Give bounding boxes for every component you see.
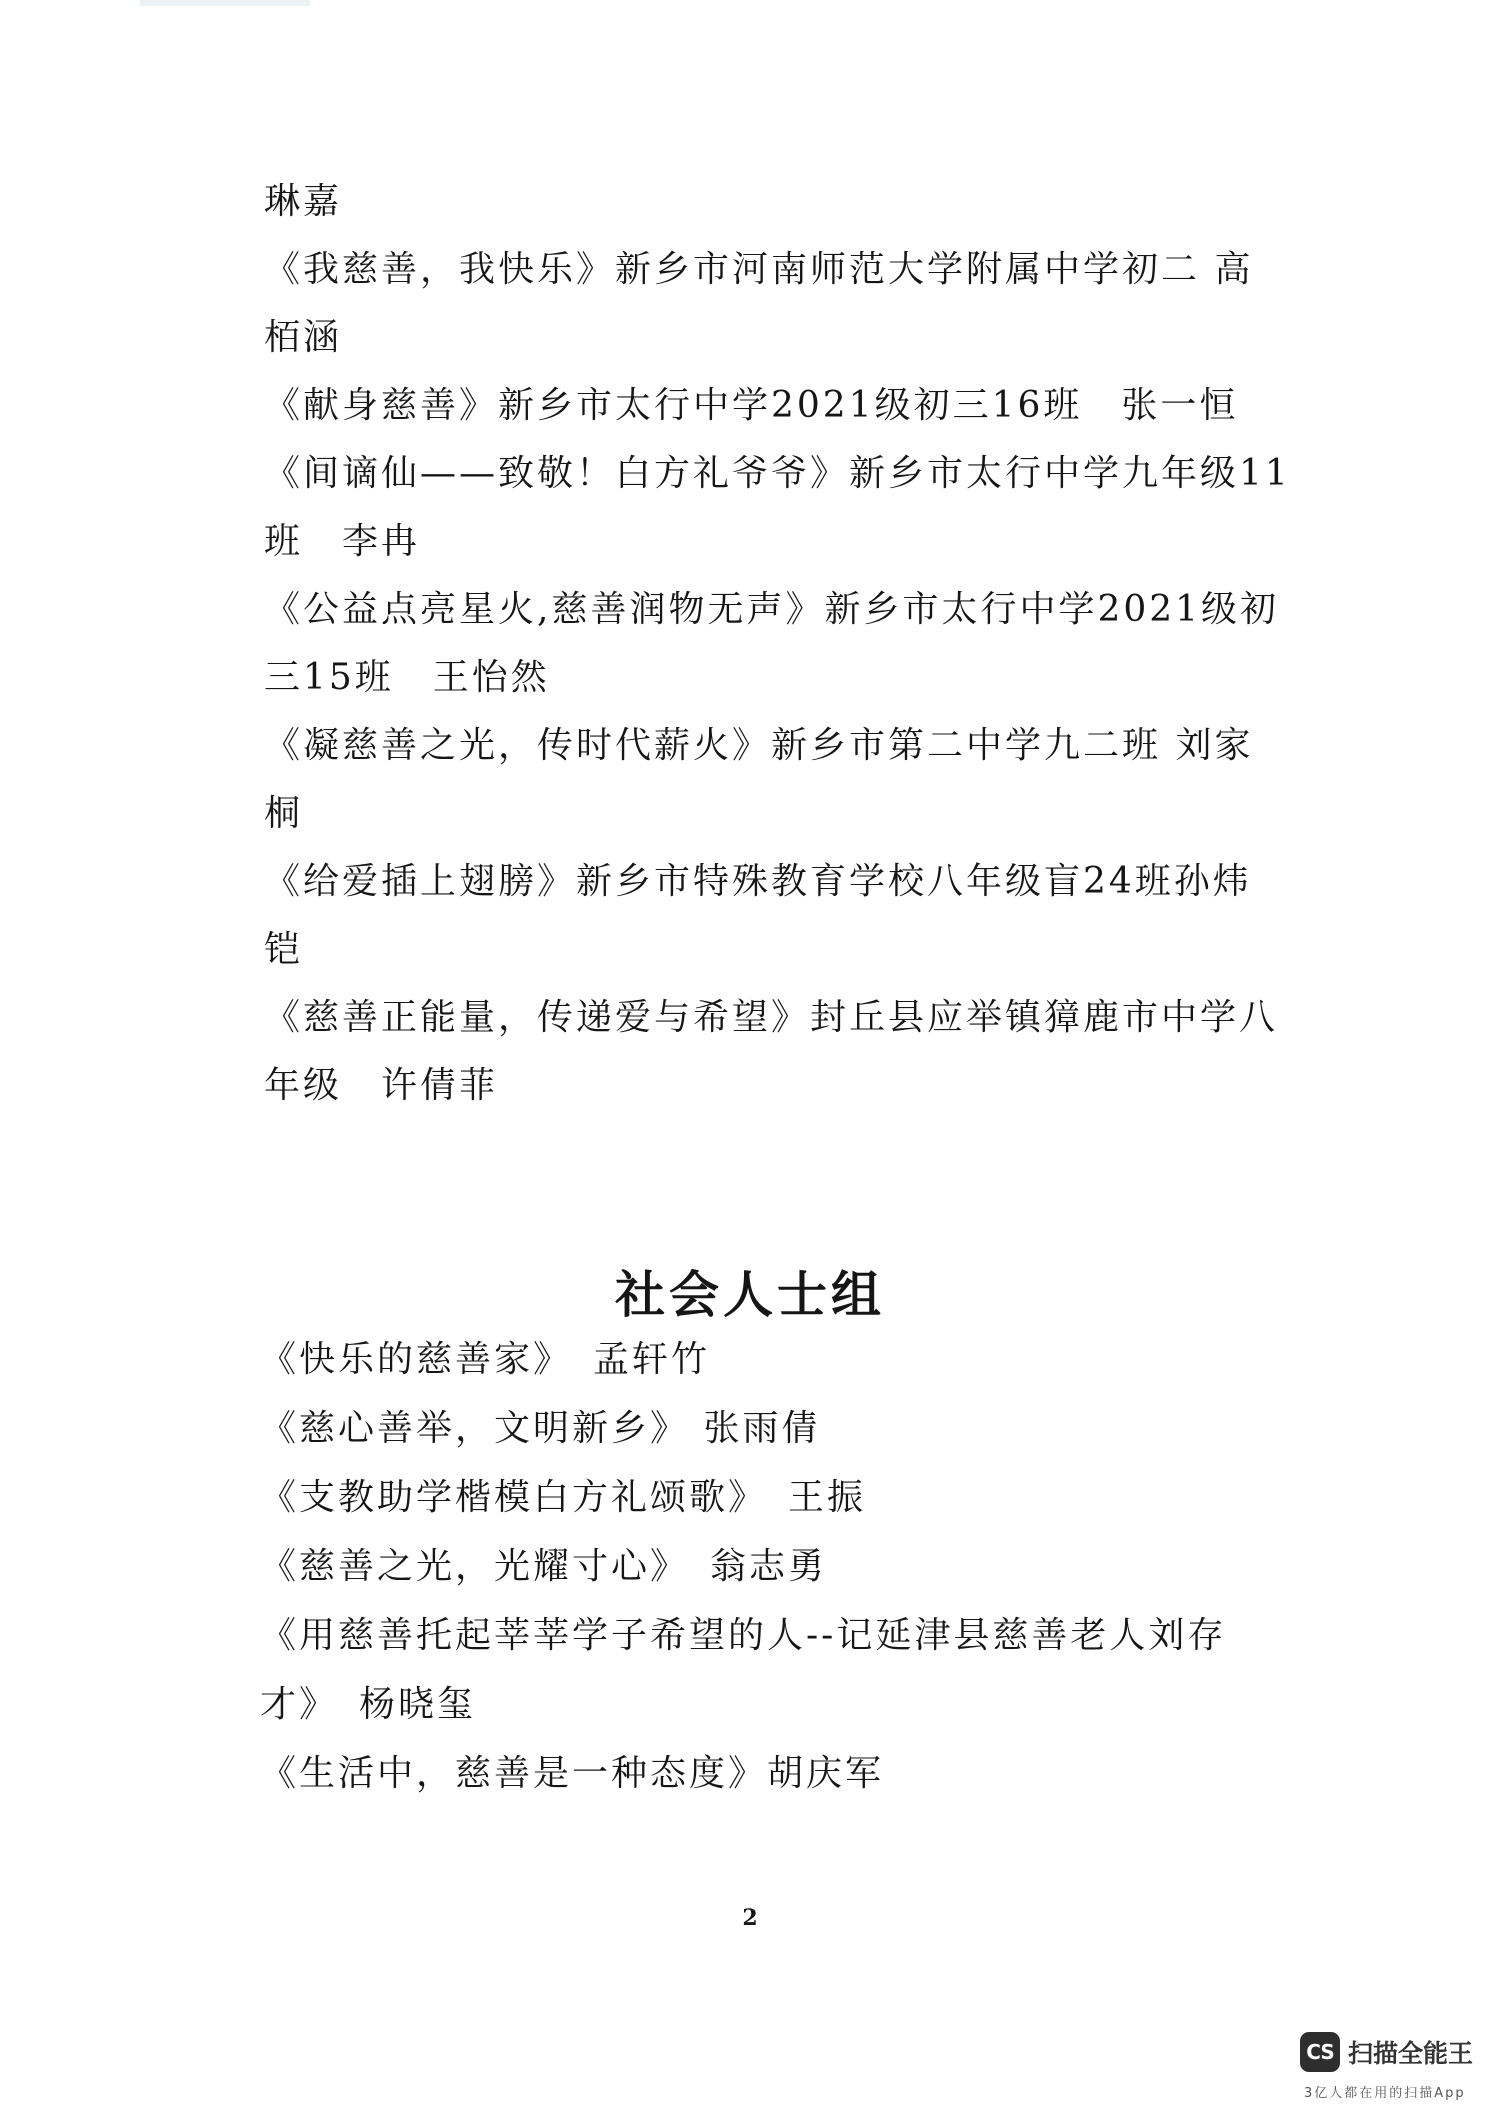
watermark-app-name: 扫描全能王 <box>1348 2039 1474 2068</box>
entry-line: 才》 杨晓玺 <box>260 1684 477 1725</box>
entry-line: 铠 <box>264 929 304 970</box>
entry-line: 《我慈善，我快乐》新乡市河南师范大学附属中学初二 高 <box>264 249 1254 290</box>
entry-line: 三15班 王怡然 <box>264 657 550 698</box>
entry-line: 《献身慈善》新乡市太行中学2021级初三16班 张一恒 <box>264 385 1239 426</box>
entry-line: 桐 <box>264 793 304 834</box>
entry-line: 《生活中，慈善是一种态度》胡庆军 <box>260 1753 885 1794</box>
entry-line: 《慈善正能量，传递爱与希望》封丘县应举镇獐鹿市中学八 <box>264 997 1279 1038</box>
entry-line: 《支教助学楷模白方礼颂歌》 王振 <box>260 1477 867 1518</box>
social-group-entries <box>260 1325 1260 1808</box>
watermark-slogan: 3亿人都在用的扫描App <box>1304 2086 1466 2101</box>
entry-line: 琳嘉 <box>264 181 343 222</box>
entry-line: 年级 许倩菲 <box>264 1065 499 1106</box>
entry-line: 班 李冉 <box>264 521 421 562</box>
entry-line: 《凝慈善之光，传时代薪火》新乡市第二中学九二班 刘家 <box>264 725 1254 766</box>
scan-smudge <box>140 0 310 6</box>
entry-line: 《快乐的慈善家》 孟轩竹 <box>260 1339 711 1380</box>
student-entries <box>264 168 1291 1120</box>
entry-line: 《用慈善托起莘莘学子希望的人--记延津县慈善老人刘存 <box>260 1615 1227 1656</box>
entry-line: 《公益点亮星火,慈善润物无声》新乡市太行中学2021级初 <box>264 589 1280 630</box>
entry-line: 《慈心善举，文明新乡》 张雨倩 <box>260 1408 821 1449</box>
scanner-watermark <box>1300 2032 1490 2112</box>
entry-line: 栢涵 <box>264 317 343 358</box>
camscanner-logo-icon: CS <box>1300 2032 1340 2072</box>
page-number: 2 <box>742 1905 758 1931</box>
entry-line: 《给爱插上翅膀》新乡市特殊教育学校八年级盲24班孙炜 <box>264 861 1252 902</box>
entry-line: 《间谪仙——致敬！白方礼爷爷》新乡市太行中学九年级11 <box>264 453 1291 494</box>
entry-line: 《慈善之光，光耀寸心》 翁志勇 <box>260 1546 828 1587</box>
section-title-social-group: 社会人士组 <box>615 1266 885 1324</box>
